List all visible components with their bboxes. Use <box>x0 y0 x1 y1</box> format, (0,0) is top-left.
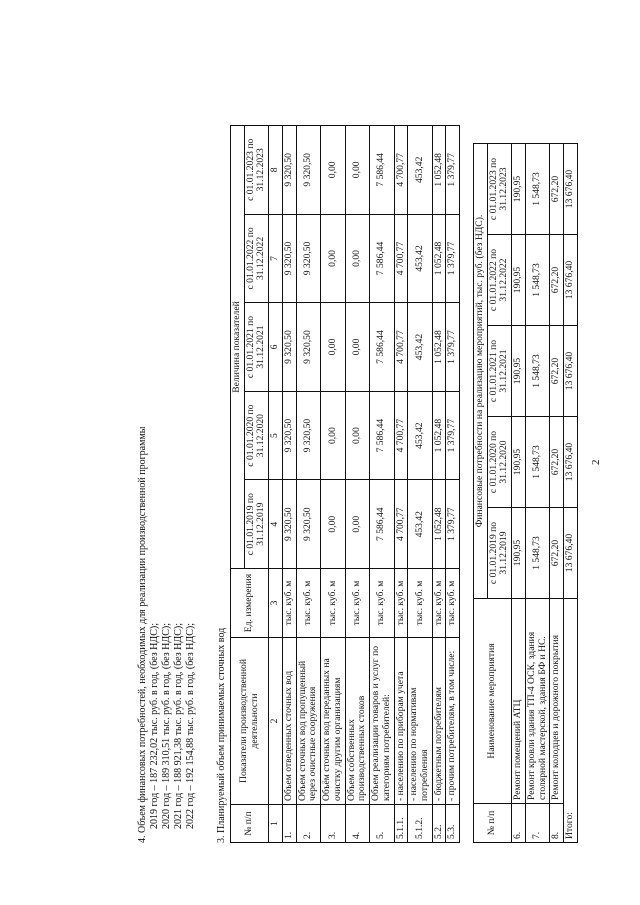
row-value: 9 320,50 <box>282 480 296 569</box>
row-value: 453,42 <box>408 303 432 392</box>
row-name: Ремонт колодцев и дорожного покрытия <box>550 599 564 804</box>
column-number: 8 <box>269 126 283 215</box>
row-value: 1 548,73 <box>525 144 549 235</box>
financial-line: 2019 год – 187 232,02 тыс. руб. в год, (без НДС); <box>149 623 160 829</box>
row-value: 1 548,73 <box>525 508 549 599</box>
table-row <box>321 126 345 843</box>
financial-needs-table <box>473 143 578 843</box>
row-value: 1 052,48 <box>432 126 446 215</box>
row-value: 190,95 <box>512 326 526 417</box>
row-value: 672,20 <box>550 326 564 417</box>
row-value: 7 586,44 <box>370 303 394 392</box>
row-number: 5.3. <box>446 805 460 843</box>
row-number: 6. <box>512 804 526 843</box>
table-row <box>345 126 369 843</box>
header-group: Финансовые потребности на реализацию мероприятий, тыс. руб. (без НДС). <box>474 144 488 599</box>
row-number: 5. <box>370 805 394 843</box>
header-name: Наименование мероприятия <box>474 599 512 804</box>
row-value: 0,00 <box>321 391 345 480</box>
row-value: 453,42 <box>408 126 432 215</box>
row-value: 0,00 <box>345 391 369 480</box>
row-value: 4 700,77 <box>394 214 408 303</box>
row-value: 190,95 <box>512 508 526 599</box>
row-name: Ремонт кровли здания ТП-4 ОСК, здания столярной мастерской, здания БФ и НС. <box>525 599 549 804</box>
row-value: 0,00 <box>321 214 345 303</box>
column-number: 6 <box>269 303 283 392</box>
wastewater-volume-table <box>230 125 460 843</box>
row-name: Ремонт помещений АТЦ <box>512 599 526 804</box>
header-no: № п/п <box>474 804 512 843</box>
period-header: с 01.01.2019 по 31.12.2019 <box>487 508 511 599</box>
table-body <box>512 144 578 843</box>
table-row <box>370 126 394 843</box>
row-number: 3. <box>321 805 345 843</box>
period-header: с 01.01.2019 по 31.12.2019 <box>244 480 268 569</box>
row-indicator: Объем собственных производственных стоков <box>345 638 369 805</box>
total-value: 13 676,40 <box>564 417 578 508</box>
period-header: с 01.01.2022 по 31.12.2022 <box>244 214 268 303</box>
row-value: 672,20 <box>550 417 564 508</box>
period-header: с 01.01.2021 по 31.12.2021 <box>487 326 511 417</box>
row-number: 4. <box>345 805 369 843</box>
header-unit: Ед. измерения <box>231 569 269 638</box>
row-value: 9 320,50 <box>282 126 296 215</box>
financial-line: 2020 год – 189 310,51 тыс. руб. в год, (без НДС); <box>161 623 172 829</box>
row-number: 1. <box>282 805 296 843</box>
row-value: 1 052,48 <box>432 480 446 569</box>
row-value: 9 320,50 <box>296 391 320 480</box>
column-number-row <box>269 126 283 843</box>
row-number: 5.1.2. <box>408 805 432 843</box>
row-indicator: - населению по приборам учета <box>394 638 408 805</box>
row-value: 7 586,44 <box>370 480 394 569</box>
row-value: 453,42 <box>408 391 432 480</box>
row-indicator: - прочим потребителям, в том числе: <box>446 638 460 805</box>
column-number: 5 <box>269 391 283 480</box>
row-value: 9 320,50 <box>282 214 296 303</box>
column-number: 3 <box>269 569 283 638</box>
total-value: 13 676,40 <box>564 326 578 417</box>
table-row <box>282 126 296 843</box>
total-value: 13 676,40 <box>564 508 578 599</box>
table-row <box>525 144 549 843</box>
row-value: 1 379,77 <box>446 480 460 569</box>
section-4-title: 4. Объем финансовых потребностей, необходимых для реализации производственной программы <box>137 426 148 843</box>
row-value: 9 320,50 <box>296 214 320 303</box>
row-value: 190,95 <box>512 235 526 326</box>
row-value: 1 052,48 <box>432 214 446 303</box>
period-header: с 01.01.2020 по 31.12.2020 <box>487 417 511 508</box>
row-value: 0,00 <box>345 214 369 303</box>
row-value: 0,00 <box>321 480 345 569</box>
row-unit: тыс. куб. м <box>282 569 296 638</box>
period-header: с 01.01.2022 по 31.12.2022 <box>487 235 511 326</box>
period-header: с 01.01.2021 по 31.12.2021 <box>244 303 268 392</box>
table-row <box>408 126 432 843</box>
row-unit: тыс. куб. м <box>321 569 345 638</box>
column-number: 4 <box>269 480 283 569</box>
row-indicator: Объем реализации товаров и услуг по категориям потребителей: <box>370 638 394 805</box>
row-value: 4 700,77 <box>394 126 408 215</box>
page-number: 2 <box>590 459 602 465</box>
section-3-title: 3. Планируемый объем принимаемых сточных вод <box>216 627 227 843</box>
table-row <box>512 144 526 843</box>
table-row <box>394 126 408 843</box>
row-value: 453,42 <box>408 214 432 303</box>
column-number: 1 <box>269 805 283 843</box>
financial-line: 2021 год – 188 921,38 тыс. руб. в год, (без НДС); <box>173 623 184 829</box>
row-value: 9 320,50 <box>282 391 296 480</box>
row-value: 0,00 <box>345 303 369 392</box>
row-value: 1 548,73 <box>525 417 549 508</box>
column-number: 2 <box>269 638 283 805</box>
total-value: 13 676,40 <box>564 235 578 326</box>
row-unit: тыс. куб. м <box>370 569 394 638</box>
row-value: 672,20 <box>550 144 564 235</box>
row-value: 1 379,77 <box>446 303 460 392</box>
row-value: 9 320,50 <box>296 126 320 215</box>
row-value: 1 052,48 <box>432 391 446 480</box>
table-header-row <box>474 144 488 843</box>
row-value: 1 379,77 <box>446 391 460 480</box>
header-indicator: Показатели производственной деятельности <box>231 638 269 805</box>
row-number: 8. <box>550 804 564 843</box>
period-header: с 01.01.2020 по 31.12.2020 <box>244 391 268 480</box>
row-number: 5.2. <box>432 805 446 843</box>
row-indicator: - населению по нормативам потребления <box>408 638 432 805</box>
row-unit: тыс. куб. м <box>345 569 369 638</box>
row-value: 4 700,77 <box>394 303 408 392</box>
header-group: Величина показателей <box>231 126 245 569</box>
row-value: 1 548,73 <box>525 235 549 326</box>
row-value: 453,42 <box>408 480 432 569</box>
table-row <box>550 144 564 843</box>
row-value: 7 586,44 <box>370 214 394 303</box>
row-indicator: - бюджетным потребителям <box>432 638 446 805</box>
row-value: 7 586,44 <box>370 391 394 480</box>
row-value: 0,00 <box>345 480 369 569</box>
row-value: 190,95 <box>512 417 526 508</box>
row-value: 4 700,77 <box>394 391 408 480</box>
row-value: 672,20 <box>550 508 564 599</box>
total-label: Итого: <box>564 599 578 843</box>
row-value: 1 052,48 <box>432 303 446 392</box>
table-header-row <box>231 126 245 843</box>
row-value: 9 320,50 <box>282 303 296 392</box>
table-row <box>446 126 460 843</box>
row-value: 9 320,50 <box>296 303 320 392</box>
row-indicator: Объем отведенных сточных вод <box>282 638 296 805</box>
financial-line: 2022 год – 192 154,88 тыс. руб. в год, (без НДС); <box>185 623 196 829</box>
row-value: 190,95 <box>512 144 526 235</box>
section-4 <box>137 427 197 844</box>
row-unit: тыс. куб. м <box>446 569 460 638</box>
row-value: 0,00 <box>345 126 369 215</box>
row-unit: тыс. куб. м <box>394 569 408 638</box>
row-value: 1 548,73 <box>525 326 549 417</box>
header-no: № п/п <box>231 805 269 843</box>
row-value: 7 586,44 <box>370 126 394 215</box>
row-unit: тыс. куб. м <box>296 569 320 638</box>
period-header: с 01.01.2023 по 31.12.2023 <box>244 126 268 215</box>
row-value: 0,00 <box>321 303 345 392</box>
row-value: 1 379,77 <box>446 126 460 215</box>
row-indicator: Объем сточных вод пропущенный через очистные сооружения <box>296 638 320 805</box>
table-row <box>432 126 446 843</box>
row-value: 672,20 <box>550 235 564 326</box>
row-unit: тыс. куб. м <box>432 569 446 638</box>
row-value: 0,00 <box>321 126 345 215</box>
row-number: 5.1.1. <box>394 805 408 843</box>
total-value: 13 676,40 <box>564 144 578 235</box>
row-number: 2. <box>296 805 320 843</box>
table-body <box>282 126 459 843</box>
row-value: 1 379,77 <box>446 214 460 303</box>
row-indicator: Объём сточных вод переданных на очистку другим организациям <box>321 638 345 805</box>
row-unit: тыс. куб. м <box>408 569 432 638</box>
row-value: 9 320,50 <box>296 480 320 569</box>
table-row <box>296 126 320 843</box>
period-header: с 01.01.2023 по 31.12.2023 <box>487 144 511 235</box>
row-number: 7. <box>525 804 549 843</box>
row-value: 4 700,77 <box>394 480 408 569</box>
table-total-row <box>564 144 578 843</box>
column-number: 7 <box>269 214 283 303</box>
